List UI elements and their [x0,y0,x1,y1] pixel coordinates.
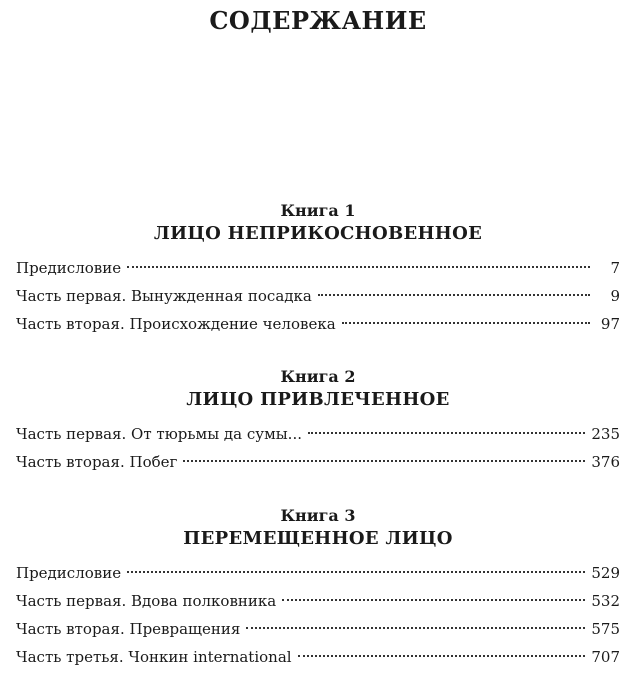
toc-entry-page: 575 [591,620,620,638]
page-title: СОДЕРЖАНИЕ [209,6,427,35]
toc-entry-title: Часть первая. Вынужденная посадка [16,287,312,305]
toc-entry-page: 97 [600,315,620,333]
dot-leader [246,627,585,629]
book-label: Книга 3 [280,506,356,525]
toc-entry[interactable] [0,282,636,310]
toc-entry-title: Часть первая. От тюрьмы да сумы... [16,425,302,443]
toc-entry-page: 707 [591,648,620,666]
toc-entry-title: Часть третья. Чонкин international [16,648,292,666]
toc-entry-title: Предисловие [16,564,122,582]
toc-entries [0,420,636,476]
book-title: ПЕРЕМЕЩЕННОЕ ЛИЦО [183,528,453,549]
toc-entry-page: 9 [610,287,620,305]
book-section-3 [0,505,636,671]
dot-leader [308,432,585,434]
toc-entries [0,254,636,338]
dot-leader [318,294,590,296]
toc-entry-page: 532 [591,592,620,610]
toc-entry[interactable] [0,310,636,338]
toc-entry-title: Часть вторая. Побег [16,453,178,471]
toc-entries [0,559,636,671]
dot-leader [127,266,590,268]
toc-entry-title: Предисловие [16,259,122,277]
toc-entry[interactable] [0,615,636,643]
toc-entry[interactable] [0,254,636,282]
toc-entry[interactable] [0,587,636,615]
toc-entry-page: 235 [591,425,620,443]
toc-entry[interactable] [0,420,636,448]
book-label: Книга 2 [280,367,356,386]
toc-entry[interactable] [0,643,636,671]
dot-leader [127,571,585,573]
dot-leader [342,322,590,324]
toc-entry-page: 7 [610,259,620,277]
book-section-1 [0,200,636,338]
dot-leader [298,655,586,657]
toc-entry-title: Часть вторая. Происхождение человека [16,315,336,333]
toc-entry-page: 376 [591,453,620,471]
toc-entry-page: 529 [591,564,620,582]
book-title: ЛИЦО НЕПРИКОСНОВЕННОЕ [153,223,483,244]
book-title: ЛИЦО ПРИВЛЕЧЕННОЕ [186,389,450,410]
toc-entry-title: Часть первая. Вдова полковника [16,592,277,610]
book-label: Книга 1 [280,201,356,220]
toc-entry[interactable] [0,559,636,587]
toc-entry[interactable] [0,448,636,476]
book-section-2 [0,366,636,476]
dot-leader [282,599,585,601]
toc-entry-title: Часть вторая. Превращения [16,620,241,638]
dot-leader [183,460,585,462]
